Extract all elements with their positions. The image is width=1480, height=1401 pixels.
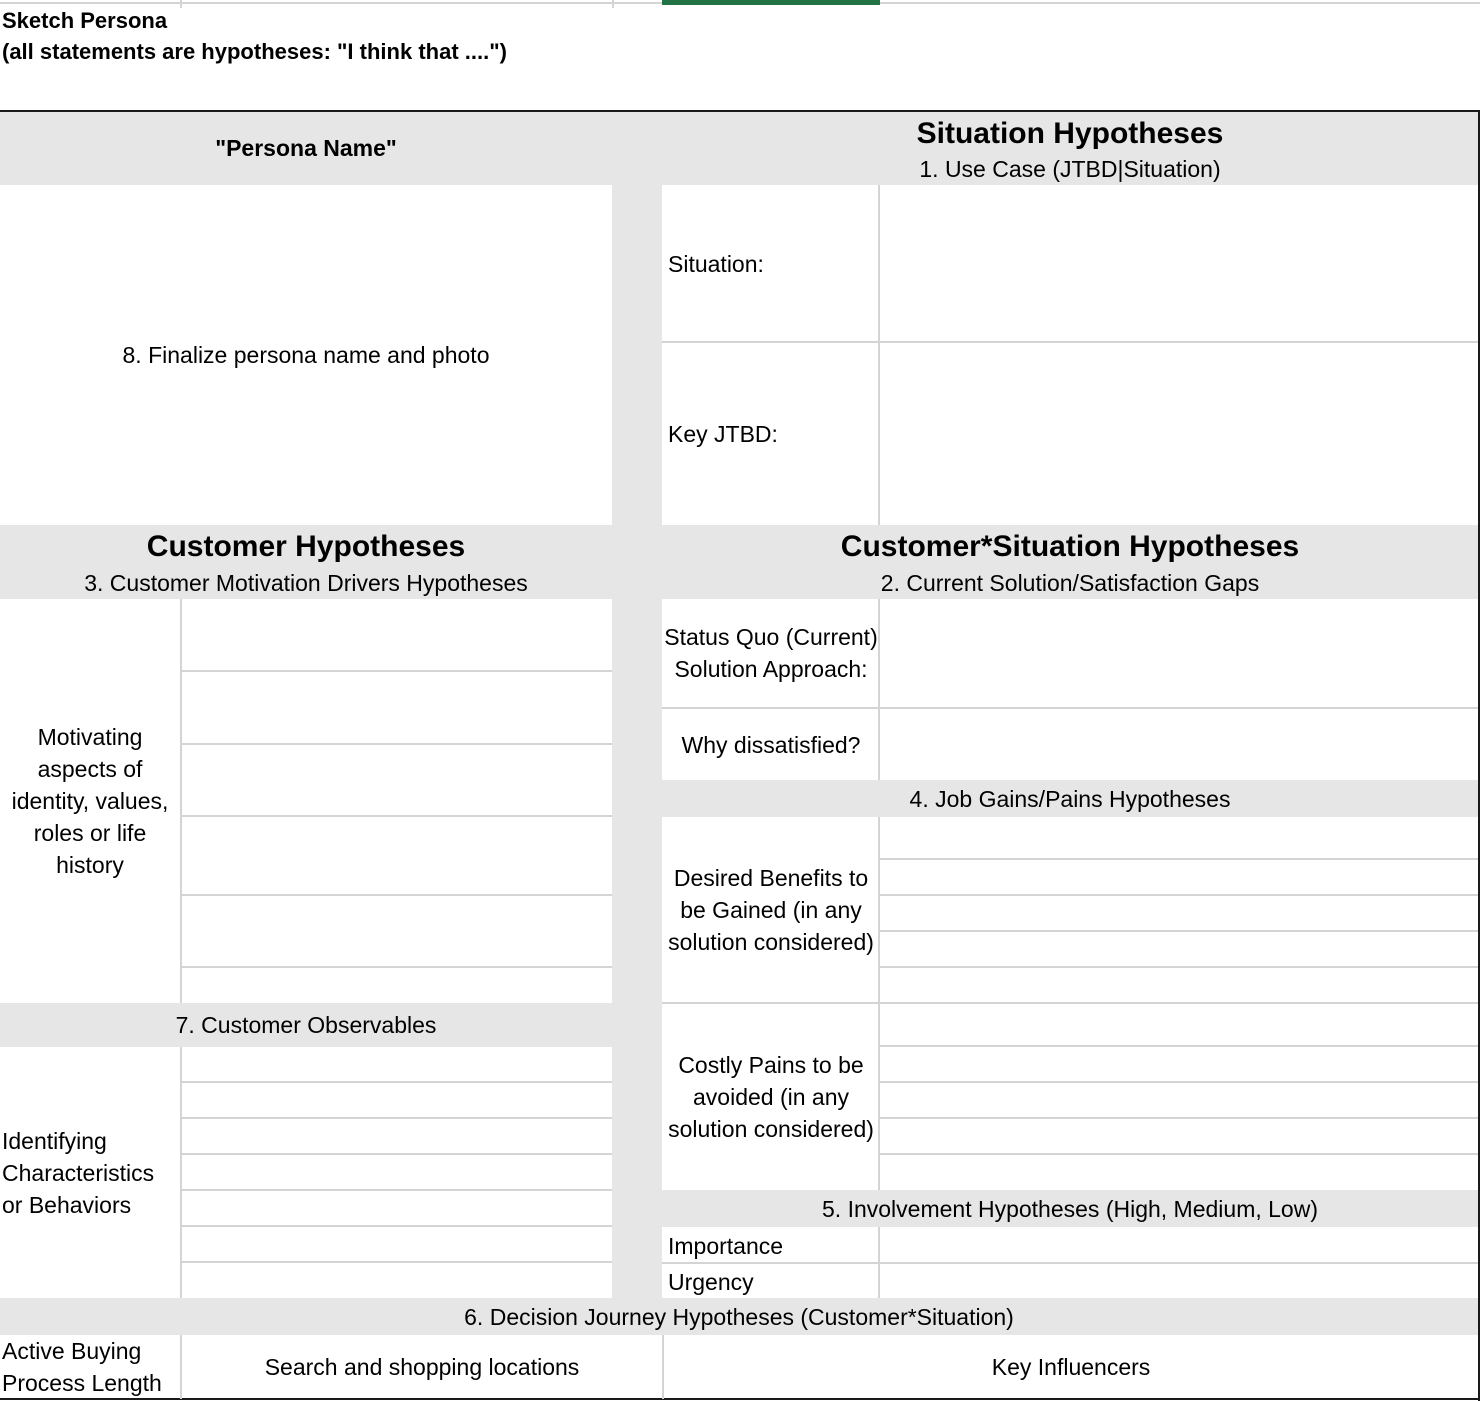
- key-jtbd-label: Key JTBD:: [668, 421, 778, 447]
- input-row-line: [182, 1153, 612, 1155]
- finalize-persona-label: 8. Finalize persona name and photo: [122, 342, 490, 368]
- key-influencers-label[interactable]: Key Influencers: [991, 1354, 1151, 1380]
- column-divider: [180, 0, 182, 8]
- persona-name-header: [0, 112, 612, 185]
- input-row-line: [880, 1045, 1478, 1047]
- urgency-input[interactable]: [880, 1265, 1478, 1298]
- sheet-subtitle: (all statements are hypotheses: "I think that ...."): [2, 39, 507, 64]
- search-locations-label[interactable]: Search and shopping locations: [264, 1354, 580, 1380]
- key-jtbd-input[interactable]: [880, 343, 1478, 525]
- identifying-label: Identifying Characteristics or Behaviors: [2, 1127, 155, 1218]
- decision-journey-title: 6. Decision Journey Hypotheses (Customer*Situation): [464, 1303, 1014, 1330]
- customer-situation-header: [662, 525, 1478, 599]
- input-row-line: [182, 670, 612, 672]
- column-divider: [878, 599, 880, 780]
- input-row-line: [880, 1117, 1478, 1119]
- input-row-line: [880, 930, 1478, 932]
- observables-title: 7. Customer Observables: [175, 1012, 437, 1038]
- input-row-line: [182, 1189, 612, 1191]
- customer-situation-title: Customer*Situation Hypotheses: [840, 530, 1300, 563]
- customer-header: [0, 525, 612, 599]
- benefits-label: Desired Benefits to be Gained (in any solution considered): [668, 865, 874, 955]
- row-divider: [662, 1262, 1478, 1264]
- urgency-label: Urgency: [668, 1268, 754, 1295]
- input-row-line: [182, 1225, 612, 1227]
- input-row-line: [880, 858, 1478, 860]
- status-quo-label: Status Quo (Current) Solution Approach:: [664, 624, 878, 682]
- situation-title: Situation Hypotheses: [916, 117, 1224, 150]
- column-divider: [878, 1227, 880, 1298]
- input-row-line: [880, 894, 1478, 896]
- customer-situation-subtitle: 2. Current Solution/Satisfaction Gaps: [880, 570, 1260, 596]
- buying-process-label: Active Buying Process Length: [2, 1338, 162, 1396]
- dissatisfied-label: Why dissatisfied?: [681, 731, 861, 758]
- input-row-line: [182, 1117, 612, 1119]
- involvement-header: [662, 1190, 1478, 1227]
- input-row-line: [182, 815, 612, 817]
- input-row-line: [880, 966, 1478, 968]
- selected-column-indicator: [662, 0, 880, 5]
- importance-input[interactable]: [880, 1229, 1478, 1263]
- situation-label: Situation:: [668, 250, 764, 277]
- input-row-line: [880, 1081, 1478, 1083]
- persona-name-label: "Persona Name": [215, 135, 397, 161]
- input-row-line: [880, 1153, 1478, 1155]
- situation-input[interactable]: [880, 185, 1478, 342]
- column-divider: [878, 817, 880, 1190]
- input-row-line: [182, 743, 612, 745]
- input-row-line: [182, 1261, 612, 1263]
- column-divider: [878, 185, 880, 525]
- involvement-title: 5. Involvement Hypotheses (High, Medium, Low): [822, 1195, 1318, 1222]
- pains-inputs[interactable]: [880, 1004, 1478, 1190]
- gutter: [612, 112, 662, 1298]
- bottom-border: [0, 1398, 1480, 1400]
- column-divider: [612, 0, 614, 8]
- customer-title: Customer Hypotheses: [146, 530, 466, 563]
- job-gains-header: [662, 780, 1478, 817]
- status-quo-input[interactable]: [880, 599, 1478, 707]
- pains-label: Costly Pains to be avoided (in any solution considered): [668, 1052, 874, 1142]
- motivating-inputs[interactable]: [182, 599, 612, 1003]
- decision-journey-header: [0, 1298, 1478, 1335]
- motivating-label: Motivating aspects of identity, values, roles or life history: [11, 724, 169, 878]
- persona-photo-area[interactable]: [0, 185, 612, 525]
- observables-header: [0, 1003, 612, 1047]
- benefits-inputs[interactable]: [880, 817, 1478, 1003]
- dissatisfied-input[interactable]: [880, 709, 1478, 780]
- input-row-line: [182, 894, 612, 896]
- identifying-inputs[interactable]: [182, 1047, 612, 1298]
- job-gains-title: 4. Job Gains/Pains Hypotheses: [909, 785, 1231, 812]
- importance-label: Importance: [668, 1233, 784, 1259]
- customer-subtitle: 3. Customer Motivation Drivers Hypotheses: [84, 570, 528, 596]
- input-row-line: [182, 1081, 612, 1083]
- situation-header: [662, 112, 1478, 185]
- input-row-line: [182, 966, 612, 968]
- situation-subtitle: 1. Use Case (JTBD|Situation): [919, 156, 1221, 182]
- sheet-title: Sketch Persona: [2, 8, 168, 33]
